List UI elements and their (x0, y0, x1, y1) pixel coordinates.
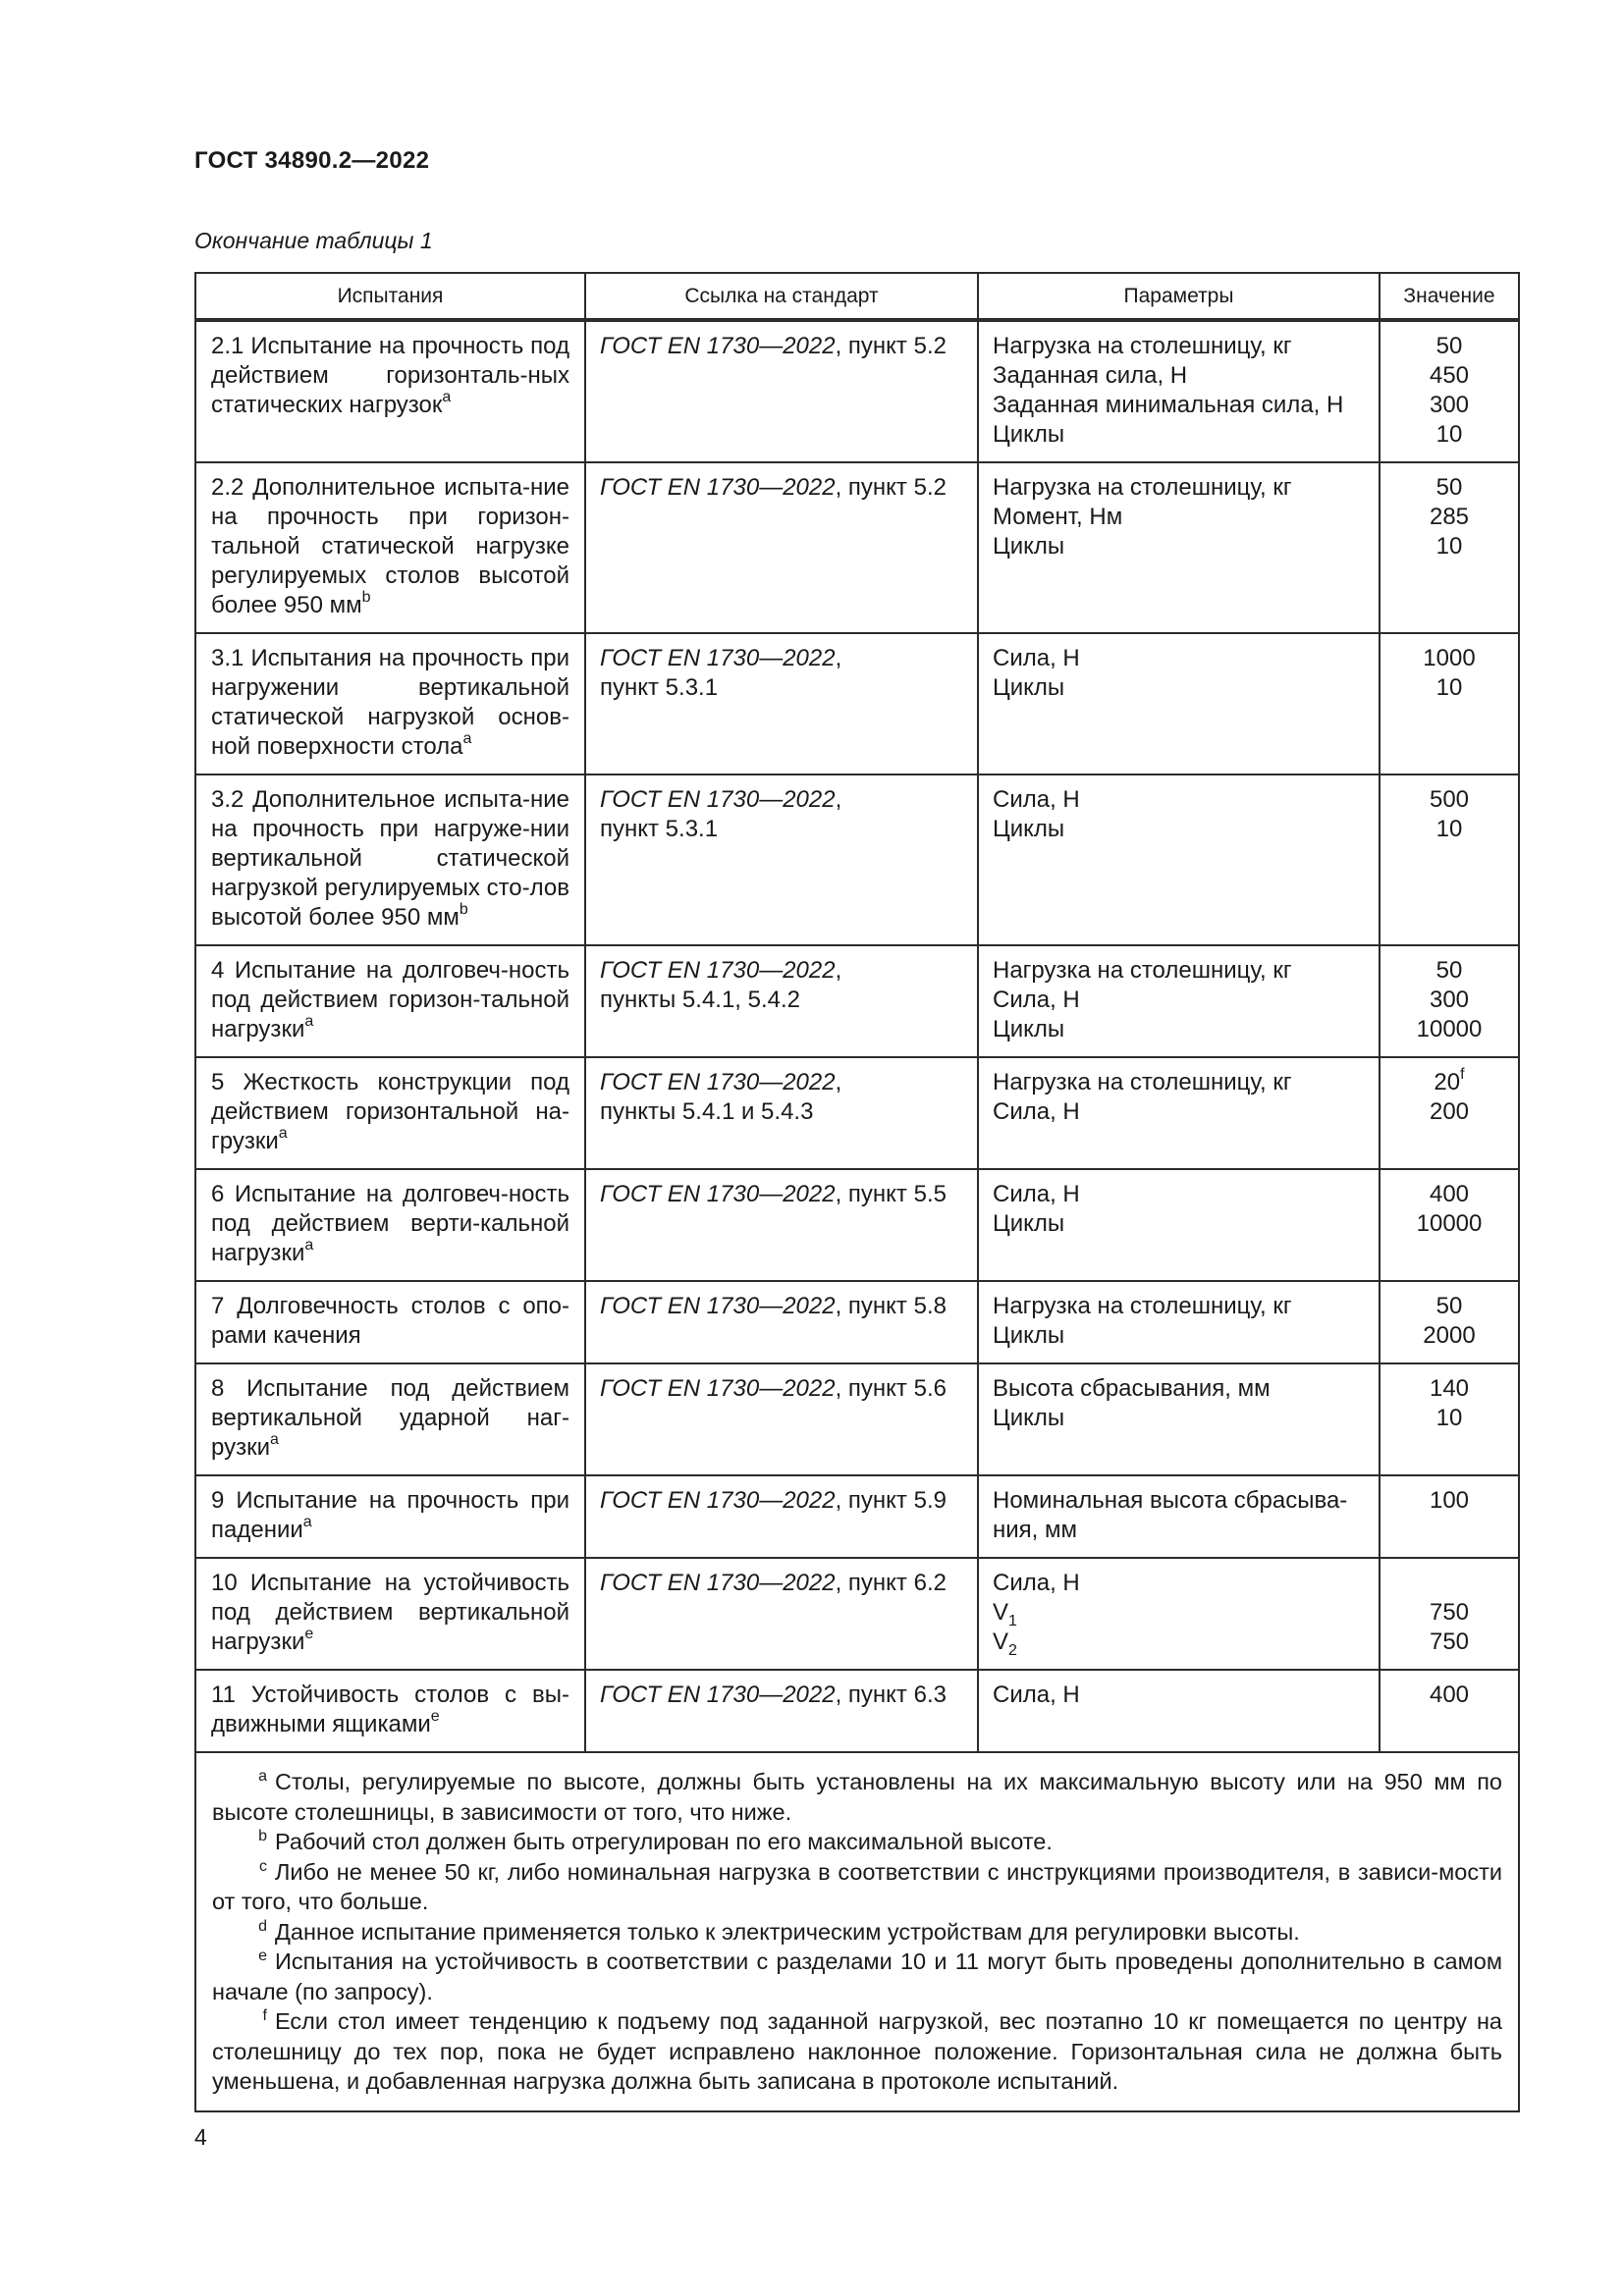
footnote-ref: a (442, 389, 452, 405)
standard-clause: , пункт 5.8 (835, 1293, 947, 1319)
test-name-cell (195, 1057, 585, 1169)
standard-name: ГОСТ EN 1730—2022 (600, 1181, 836, 1207)
test-name: 8 Испытание под действием вертикальной ударной наг-рузки (211, 1375, 569, 1461)
standard-ref-cell (585, 1558, 978, 1670)
parameter: Циклы (993, 1016, 1065, 1042)
test-name-cell (195, 1169, 585, 1281)
standard-ref-cell (585, 1281, 978, 1363)
value: 10000 (1416, 1210, 1483, 1237)
parameter: Циклы (993, 1405, 1065, 1431)
standard-clause: , (835, 1069, 842, 1095)
value: 10 (1435, 1405, 1463, 1431)
values-cell (1380, 1363, 1519, 1475)
value: 2000 (1423, 1322, 1476, 1349)
standard-name: ГОСТ EN 1730—2022 (600, 333, 836, 359)
values-cell (1380, 1475, 1519, 1558)
values-cell (1380, 1057, 1519, 1169)
standard-name: ГОСТ EN 1730—2022 (600, 1375, 836, 1402)
standard-clause: , пункт 6.2 (835, 1570, 947, 1596)
standard-clause: , пункт 5.5 (835, 1181, 947, 1207)
table-row (195, 1558, 1519, 1670)
value: 500 (1429, 786, 1470, 813)
table-caption: Окончание таблицы 1 (194, 228, 433, 253)
values-cell (1380, 320, 1519, 462)
footnote-ref: a (462, 730, 472, 747)
test-name: 6 Испытание на долговеч-ность под действием верти-кальной нагрузки (211, 1181, 569, 1266)
value: 400 (1429, 1682, 1470, 1708)
test-name-cell (195, 633, 585, 774)
value: 1000 (1423, 645, 1476, 671)
footnotes-row (195, 1752, 1519, 2111)
parameter: Высота сбрасывания, мм (993, 1375, 1271, 1402)
column-header: Ссылка на стандарт (585, 273, 978, 320)
parameter: Циклы (993, 1322, 1065, 1349)
standard-clause-line: пункт 5.3.1 (600, 674, 719, 701)
test-name-cell (195, 462, 585, 633)
value: 10 (1435, 421, 1463, 448)
standard-ref-cell (585, 1670, 978, 1752)
parameter: Циклы (993, 816, 1065, 842)
parameters-cell (978, 462, 1380, 633)
footnote-text: Испытания на устойчивость в соответствии с разделами 10 и 11 могут быть проведены дополнительно в самом начале (по запросу). (212, 1949, 1502, 2004)
footnote-text: Рабочий стол должен быть отрегулирован по его максимальной высоте. (275, 1829, 1053, 1854)
standard-ref-cell (585, 1475, 978, 1558)
value: 10000 (1416, 1016, 1483, 1042)
values-cell (1380, 633, 1519, 774)
value: 450 (1429, 362, 1470, 389)
parameter: Номинальная высота сбрасыва-ния, мм (993, 1487, 1348, 1543)
parameters-cell (978, 1670, 1380, 1752)
value: 50 (1435, 957, 1463, 984)
footnote-ref: a (270, 1431, 279, 1448)
footnote: c Либо не менее 50 кг, либо номинальная нагрузка в соответствии с инструкциями производителя, в зависи-мости от того, что больше. (212, 1857, 1502, 1914)
column-header: Значение (1380, 273, 1519, 320)
standard-ref-cell (585, 462, 978, 633)
footnote-ref: a (278, 1125, 288, 1142)
table-row (195, 774, 1519, 945)
parameter-subscript: 2 (1008, 1641, 1017, 1659)
parameters-cell (978, 633, 1380, 774)
table-row (195, 1475, 1519, 1558)
parameter: Сила, Н (993, 987, 1080, 1013)
value: 10 (1435, 533, 1463, 560)
standard-ref-cell (585, 1363, 978, 1475)
parameter: Сила, Н (993, 786, 1080, 813)
test-name: 3.1 Испытания на прочность при нагружении вертикальной статической нагрузкой основ-ной поверхности стола (211, 645, 569, 760)
value: 50 (1435, 474, 1463, 501)
values-cell (1380, 1169, 1519, 1281)
value: 400 (1429, 1181, 1470, 1207)
standard-clause: , пункт 5.6 (835, 1375, 947, 1402)
footnote-text: Данное испытание применяется только к электрическим устройствам для регулировки высоты. (275, 1918, 1300, 1945)
standard-clause: , (835, 957, 842, 984)
standard-name: ГОСТ EN 1730—2022 (600, 1069, 836, 1095)
parameter-symbol: V (993, 1629, 1009, 1655)
parameter: Циклы (993, 421, 1065, 448)
value: 10 (1435, 674, 1463, 701)
standard-clause: , (835, 786, 842, 813)
standard-clause: , пункт 6.3 (835, 1682, 947, 1708)
values-cell (1380, 1558, 1519, 1670)
table-row (195, 320, 1519, 462)
parameters-cell (978, 774, 1380, 945)
parameter: Заданная сила, Н (993, 362, 1188, 389)
footnote: a Столы, регулируемые по высоте, должны быть установлены на их максимальную высоту или на 950 мм по высоте столешницы, в зависимости от того, что ниже. (212, 1768, 1502, 1825)
test-name-cell (195, 774, 585, 945)
footnote: d Данное испытание применяется только к электрическим устройствам для регулировки высоты. (258, 1917, 1300, 1945)
values-cell (1380, 1281, 1519, 1363)
parameter: Момент, Нм (993, 504, 1123, 530)
test-name: 5 Жесткость конструкции под действием горизонтальной на-грузки (211, 1069, 569, 1154)
standard-name: ГОСТ EN 1730—2022 (600, 786, 836, 813)
value: 200 (1429, 1098, 1470, 1125)
parameter: Сила, Н (993, 1570, 1080, 1596)
footnote-ref: e (430, 1708, 440, 1725)
footnote-ref: b (361, 589, 371, 606)
value: 50 (1435, 333, 1463, 359)
value: 300 (1429, 392, 1470, 418)
test-name: 11 Устойчивость столов с вы-движными ящиками (211, 1682, 569, 1737)
value: 285 (1429, 504, 1470, 530)
parameters-cell (978, 320, 1380, 462)
standard-ref-cell (585, 1169, 978, 1281)
values-cell (1380, 462, 1519, 633)
parameter: Сила, Н (993, 1098, 1080, 1125)
parameter: Нагрузка на столешницу, кг (993, 333, 1292, 359)
table-row (195, 1670, 1519, 1752)
table-row (195, 1057, 1519, 1169)
parameters-cell (978, 945, 1380, 1057)
standard-name: ГОСТ EN 1730—2022 (600, 474, 836, 501)
test-name-cell (195, 1281, 585, 1363)
footnote-text: Столы, регулируемые по высоте, должны быть установлены на их максимальную высоту или на 950 мм по высоте столешницы, в зависимости от того, что ниже. (212, 1769, 1502, 1825)
parameters-cell (978, 1558, 1380, 1670)
footnote-ref: a (304, 1013, 314, 1030)
table-row (195, 633, 1519, 774)
standard-clause: , пункт 5.9 (835, 1487, 947, 1514)
column-header: Параметры (978, 273, 1380, 320)
parameter: Нагрузка на столешницу, кг (993, 1293, 1292, 1319)
footnote-ref: a (302, 1514, 312, 1530)
standard-ref-cell (585, 320, 978, 462)
footnote-text: Если стол имеет тенденцию к подъему под заданной нагрузкой, вес поэтапно 10 кг помещается по центру на столешницу до тех пор, пока не будет исправлено наклонное положение. Горизонтальная сила не должна быть уменьшена, и добавленная нагрузка должна быть записана в протоколе испытаний. (212, 2008, 1502, 2094)
table-row (195, 1169, 1519, 1281)
test-name-cell (195, 1363, 585, 1475)
values-cell (1380, 1670, 1519, 1752)
footnote: b Рабочий стол должен быть отрегулирован по его максимальной высоте. (258, 1828, 1053, 1854)
parameters-cell (978, 1281, 1380, 1363)
standard-clause: , пункт 5.2 (835, 333, 947, 359)
footnote: f Если стол имеет тенденцию к подъему под заданной нагрузкой, вес поэтапно 10 кг помещается по центру на столешницу до тех пор, пока не будет исправлено наклонное положение. Горизонтальная сила не должна быть уменьшена, и добавленная нагрузка должна быть записана в протоколе испытаний. (212, 2007, 1502, 2094)
test-name: 3.2 Дополнительное испыта-ние на прочность при нагруже-нии вертикальной статической нагрузкой регулируемых сто-лов высотой более 950 мм (211, 786, 569, 931)
parameters-cell (978, 1169, 1380, 1281)
footnote-ref: b (459, 901, 468, 918)
standard-clause: , (835, 645, 842, 671)
value: 10 (1435, 816, 1463, 842)
parameters-cell (978, 1057, 1380, 1169)
footnote: e Испытания на устойчивость в соответствии с разделами 10 и 11 могут быть проведены дополнительно в самом начале (по запросу). (212, 1948, 1502, 2004)
value: 300 (1429, 987, 1470, 1013)
value: 20 (1434, 1069, 1461, 1095)
standard-clause-line: пункт 5.3.1 (600, 816, 719, 842)
footnote-ref: a (304, 1237, 314, 1254)
test-name-cell (195, 1475, 585, 1558)
value: 140 (1429, 1375, 1470, 1402)
test-name: 2.2 Дополнительное испыта-ние на прочность при горизон-тальной статической нагрузке регулируемых столов высотой более 950 мм (211, 474, 569, 618)
standard-clause-line: пункты 5.4.1 и 5.4.3 (600, 1098, 814, 1125)
test-name: 7 Долговечность столов с опо-рами качения (211, 1293, 569, 1349)
parameters-cell (978, 1363, 1380, 1475)
parameters-cell (978, 1475, 1380, 1558)
values-cell (1380, 774, 1519, 945)
test-name: 10 Испытание на устойчивость под действием вертикальной нагрузки (211, 1570, 569, 1655)
parameter: Нагрузка на столешницу, кг (993, 1069, 1292, 1095)
parameter: Циклы (993, 533, 1065, 560)
standard-clause-line: пункты 5.4.1, 5.4.2 (600, 987, 801, 1013)
standard-name: ГОСТ EN 1730—2022 (600, 1293, 836, 1319)
parameter-symbol: V (993, 1599, 1009, 1626)
footnotes-cell (195, 1752, 1519, 2111)
standard-name: ГОСТ EN 1730—2022 (600, 957, 836, 984)
standard-name: ГОСТ EN 1730—2022 (600, 1487, 836, 1514)
parameter: Сила, Н (993, 645, 1080, 671)
parameter: Сила, Н (993, 1181, 1080, 1207)
standard-name: ГОСТ EN 1730—2022 (600, 1570, 836, 1596)
page-number: 4 (194, 2124, 207, 2150)
footnote-ref: f (1460, 1066, 1465, 1083)
table-row (195, 1363, 1519, 1475)
standard-ref-cell (585, 774, 978, 945)
standard-clause: , пункт 5.2 (835, 474, 947, 501)
footnote-text: Либо не менее 50 кг, либо номинальная нагрузка в соответствии с инструкциями производителя, в зависи-мости от того, что больше. (212, 1858, 1502, 1914)
value: 750 (1429, 1599, 1470, 1626)
test-name-cell (195, 320, 585, 462)
standard-name: ГОСТ EN 1730—2022 (600, 645, 836, 671)
parameter-subscript: 1 (1008, 1612, 1017, 1629)
test-name: 4 Испытание на долговеч-ность под действием горизон-тальной нагрузки (211, 957, 569, 1042)
parameter: Нагрузка на столешницу, кг (993, 957, 1292, 984)
footnote-ref: e (304, 1626, 314, 1642)
test-name-cell (195, 1558, 585, 1670)
table-row (195, 945, 1519, 1057)
parameter: Нагрузка на столешницу, кг (993, 474, 1292, 501)
test-parameters-table (194, 272, 1520, 2112)
standard-ref-cell (585, 633, 978, 774)
table-row (195, 1281, 1519, 1363)
test-name-cell (195, 945, 585, 1057)
document-code-header: ГОСТ 34890.2—2022 (194, 147, 430, 174)
parameter: Циклы (993, 674, 1065, 701)
parameter: Заданная минимальная сила, Н (993, 392, 1344, 418)
test-name-cell (195, 1670, 585, 1752)
parameter: Сила, Н (993, 1682, 1080, 1708)
column-header: Испытания (195, 273, 585, 320)
test-name: 9 Испытание на прочность при падении (211, 1487, 569, 1543)
test-name: 2.1 Испытание на прочность под действием горизонталь-ных статических нагрузок (211, 333, 569, 418)
value: 750 (1429, 1629, 1470, 1655)
values-cell (1380, 945, 1519, 1057)
parameter: Циклы (993, 1210, 1065, 1237)
standard-name: ГОСТ EN 1730—2022 (600, 1682, 836, 1708)
standard-ref-cell (585, 1057, 978, 1169)
value: 100 (1429, 1487, 1470, 1514)
table-row (195, 462, 1519, 633)
standard-ref-cell (585, 945, 978, 1057)
table-header-row (195, 273, 1519, 320)
value: 50 (1435, 1293, 1463, 1319)
